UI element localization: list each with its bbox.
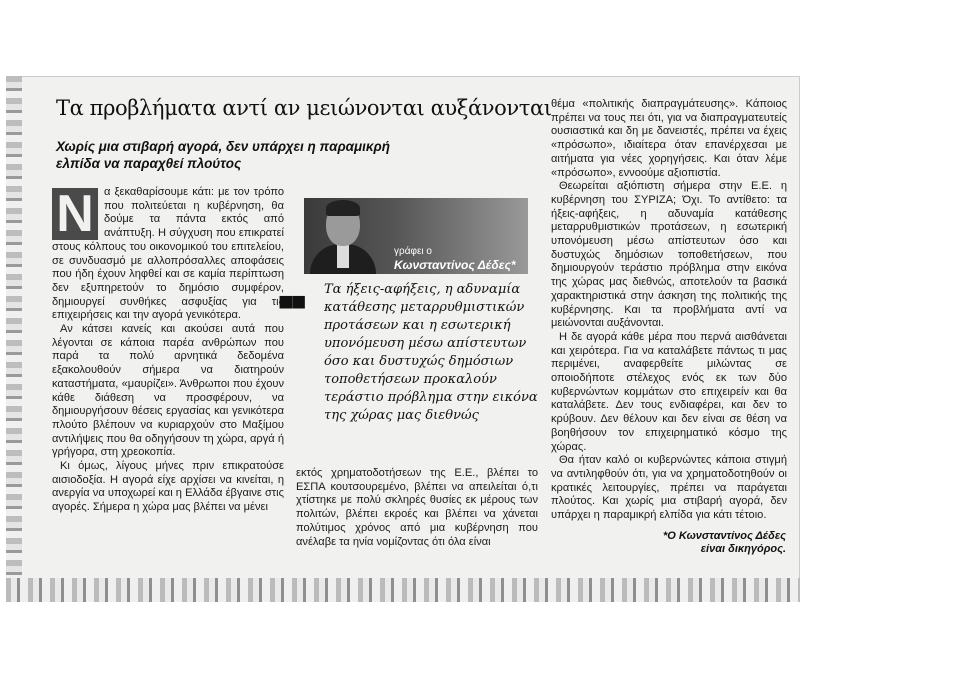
paragraph: εκτός χρηματοδοτήσεων της Ε.Ε., βλέπει το ΕΣΠΑ κουτσουρεμένο, βλέπει να απειλείται ό,τι χτίστηκε με πολύ σκληρές θυσίες εκ μέρους των πολιτών, βλέπει εκροές και βλέπει να χάνεται πολύτιμος χρόνος από μια κυβέρνηση που ανέλαβε τα ηνία νομίζοντας ότι όλα είναι xyxy=(296,467,538,548)
paragraph: α ξεκαθαρίσουμε κάτι: με τον τρόπο που πολιτεύεται η κυβέρνηση, θα δούμε τα πάντα εκτός από ανάπτυξη. Η σύγχυση που επικρατεί στους κόλπους του οικονομικού του επιτελείου, σε συνδυασμό με αλλοπρόσαλλες αποφάσεις που ήδη έχουν ληφθεί και σε καμία περίπτωση δεν εξυπηρετούν το δημόσιο συμφέρον, δημιουργεί συνθήκες ασφυξίας για τις επιχειρήσεις και την αγορά γενικότερα. xyxy=(52,186,284,322)
paragraph: Αν κάτσει κανείς και ακούσει αυτά που λέγονται σε κάποια παρέα ανθρώπων που παρά τα πολύ αρνητικά δεδομένα εξακολουθούν σήμερα να διατηρούν καταστήματα, «μαυρίζει». Άνθρωποι που έχουν κάθε διάθεση να προσφέρουν, να δημιουργήσουν θέσεις εργασίας και γενικότερα πλούτο βλέπουν να κυριαρχούν στο Μαξίμου αντιλήψεις που θα οδηγήσουν τη χώρα, αργά ή γρήγορα, στη χρεοκοπία. xyxy=(52,323,284,459)
article-title: Τα προβλήματα αντί αν μειώνονται αυξάνονται xyxy=(56,96,552,120)
scan-edge-left xyxy=(6,76,22,602)
article-column-1 xyxy=(52,186,284,515)
drop-cap: Ν xyxy=(52,188,98,240)
paragraph: Η δε αγορά κάθε μέρα που περνά αισθάνεται και χειρότερα. Για να καταλάβετε πάντως τι μας περιμένει, αναφερθείτε μιλώντας σε οποιοδήποτε στέλεχος ενός εκ των δύο κυβερνώντων κομμάτων στο επιχειρείν και θα καταλάβετε. Δεν τους ενδιαφέρει, και δεν το κρύβουν. Δεν θέλουν και δεν είναι σε θέση να βοηθήσουν τον επιχειρηματικό κόσμο της χώρας. xyxy=(551,330,787,453)
author-caption-label: γράφει ο xyxy=(394,246,432,257)
author-name: Κωνσταντίνος Δέδες* xyxy=(394,258,516,272)
paragraph: Θεωρείται αξιόπιστη σήμερα στην Ε.Ε. η κυβέρνηση του ΣΥΡΙΖΑ; Όχι. Το αντίθετο: τα ήξεις-αφήξεις, η αδυναμία κατάθεσης μεταρρυθμιστικών προτάσεων, η εσωτερική υπονόμευση μέσω απίστευτων όσο και δυστυχώς δημόσιων τοποθετήσεων, που δημιουργούν τεράστιο πρόβλημα στην εικόνα της χώρας μας διεθνώς, αποτελούν τα βασικά χαρακτηριστικά στην άσκηση της πολιτικής της κυβέρνησης. Και τα προβλήματα αντί να μειώνονται αυξάνονται. xyxy=(551,180,787,330)
article-column-2 xyxy=(296,467,538,549)
signature-line: *Ο Κωνσταντίνος Δέδες xyxy=(662,530,786,542)
author-photo-shirt xyxy=(337,244,349,268)
paragraph: θέμα «πολιτικής διαπραγμάτευσης». Κάποιος πρέπει να τους πει ότι, για να διαπραγματευτείς ουσιαστικά και δη με δανειστές, πρέπει να έχεις «πρόσωπο», ιδιαίτερα όταν επανέρχεσαι με αιτήματα για νέες χορηγήσεις. Και όταν λέμε «πρόσωπο», εννοούμε αξιοπιστία. xyxy=(551,98,787,179)
pull-quote-mark: ■■ xyxy=(278,286,304,316)
paragraph: Θα ήταν καλό οι κυβερνώντες κάποια στιγμή να αντιληφθούν ότι, για να χρηματοδοτηθούν οι κρατικές λειτουργίες, πρέπει να παράγεται πλούτος. Και χωρίς μια στιβαρή αγορά, δεν υπάρχει η παραμικρή ελπίδα για κάτι τέτοιο. xyxy=(551,454,787,522)
paragraph: Κι όμως, λίγους μήνες πριν επικρατούσε αισιοδοξία. Η αγορά είχε αρχίσει να κινείται, η ανεργία να υποχωρεί και η Ελλάδα έβγαινε στις αγορές. Σήμερα η χώρα μας βλέπει να μένει xyxy=(52,460,284,514)
author-signature xyxy=(626,530,786,556)
article-column-3 xyxy=(551,98,787,523)
pull-quote: Τα ήξεις-αφήξεις, η αδυναμία κατάθεσης μεταρρυθμιστικών προτάσεων και η εσωτερική υπονόμευση μέσω απίστευτων όσο και δυστυχώς δημόσιων τοποθετήσεων προκαλούν τεράστιο πρόβλημα στην εικόνα της χώρας μας διεθνώς xyxy=(324,282,538,423)
author-caption xyxy=(394,246,524,272)
article-subtitle: Χωρίς μια στιβαρή αγορά, δεν υπάρχει η παραμικρή ελπίδα να παραχθεί πλούτος xyxy=(56,139,390,171)
signature-line: είναι δικηγόρος. xyxy=(700,543,786,555)
scan-edge-bottom xyxy=(6,578,800,602)
author-photo-hair xyxy=(326,200,360,216)
author-photo xyxy=(304,198,528,274)
newspaper-clipping xyxy=(6,76,800,602)
